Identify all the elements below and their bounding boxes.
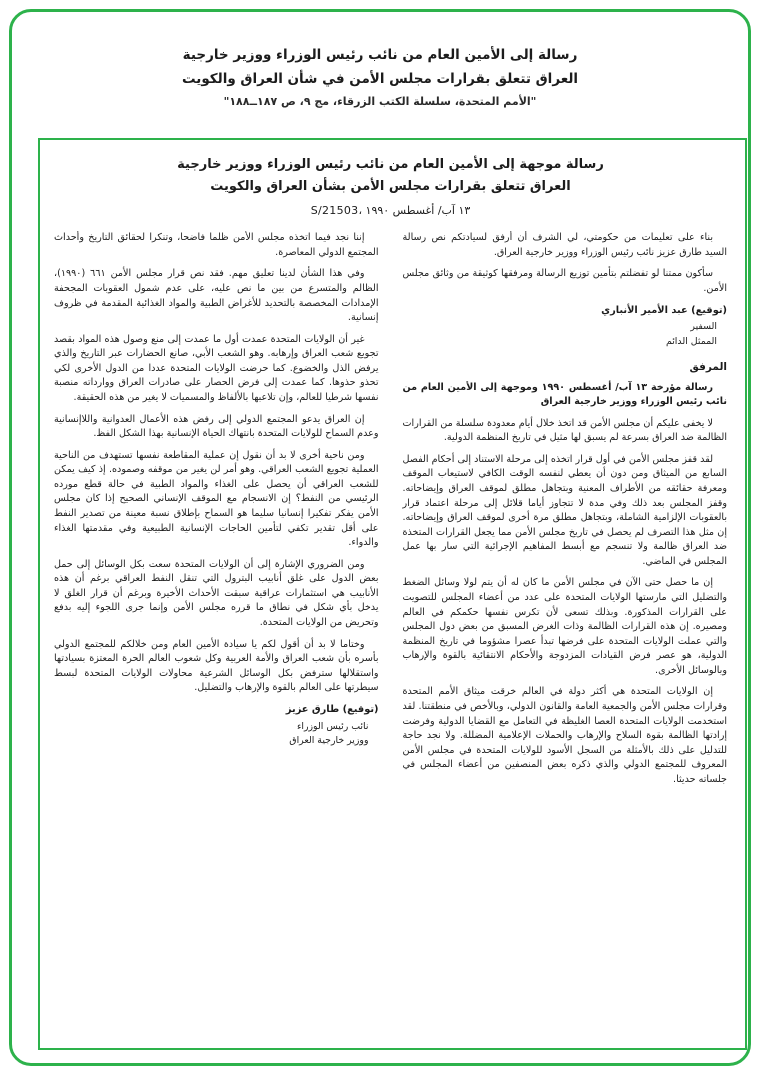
signature-title-2: الممثل الدائم	[665, 335, 717, 347]
right-column	[403, 231, 728, 794]
annex-paragraph-2: لقد قفز مجلس الأمن في أول قرار اتخذه إلى مرحلة الاستناد إلى أحكام الفصل السابع من الميثاق ومن دون أن يعطي لنفسه الوقت الكافي لاستيعاب الموقف ومعرفة حقائقه من الأطراف المعنية وبتجاهل مطلق لموقف العراق وإيضاحاته. وقفز المجلس بعد ذلك وفي مدة لا تتجاوز أياما قلائل إلى مرحلة اعتماد قرار بالعقوبات الإلزامية الشاملة، وبتجاهل مطلق مرة أخرى لموقف العراق وإيضاحاته. إن مثل هذا التصرف لم يحصل في تاريخ مجلس الأمن مما يجعل القرارات المتخذة ضد العراق ظالمة ولا تنسجم مع أبسط المفاهيم الإجرائية التي سار بها عمل المجلس في الماضي.	[402, 453, 727, 567]
document-header	[60, 44, 700, 108]
signature-title-1: السفير	[690, 321, 717, 333]
signature-name: (توقيع) طارق عزيز	[285, 703, 379, 715]
annex-title: رسالة مؤرخة ١٣ آب/ أغسطس ١٩٩٠ وموجهة إلى الأمين العام من نائب رئيس الوزراء ووزير خارجية العراق	[402, 381, 727, 408]
annex-paragraph-9: ومن ناحية أخرى لا بد أن نقول إن عملية المقاطعة نفسها تستهدف من الناحية العملية تجويع الشعب العراقي. وهو أمر لن يغير من موقفه وصموده. إذ كيف يمكن للشعب العراقي أن يحصل على الغذاء والمواد الطبية في حالة قطع مورده الرئيسي من النفط؟ إن الانسجام مع الموقف الإنساني الصحيح إذا كان مجلس الأمن يفكر تفكيرا إنسانيا سليما هو السماح بإطلاق نسبة معينة من تصدير النفط على أقل تقدير تكفي لتأمين الحاجات الإنسانية الطبيعية وفي مقدمتها الغذاء والدواء.	[54, 449, 379, 549]
signature-name: (توقيع) عبد الأمير الأنباري	[601, 304, 727, 316]
annex-paragraph-8: إن العراق يدعو المجتمع الدولي إلى رفض هذه الأعمال العدوانية واللاإنسانية وعدم السماح للولايات المتحدة بانتهاك الحياة الإنسانية بهذا الشكل الفظ.	[54, 413, 379, 440]
annex-paragraph-10: ومن الضروري الإشارة إلى أن الولايات المتحدة سعت بكل الوسائل إلى حمل بعض الدول على غلق أنابيب البترول التي تنقل النفط العراقي برغم أن هذه الأنابيب هي استثمارات عراقية سبقت الأحداث الأخيرة وبرغم أن قرار الغلق لا يدخل بأي شكل في نطاق ما قرره مجلس الأمن وإنما جرى اللجوء إليه بدفع وتحريض من الولايات المتحدة.	[54, 558, 379, 629]
header-source-citation: "الأمم المتحدة، سلسلة الكتب الزرقاء، مج ٩، ص ١٨٧ــ١٨٨"	[223, 95, 537, 109]
letter-title-line1: رسالة موجهة إلى الأمين العام من نائب رئيس الوزراء ووزير خارجية	[177, 157, 604, 172]
annex-heading: المرفق	[689, 360, 727, 373]
letter-title	[54, 154, 727, 198]
header-title-line1: رسالة إلى الأمين العام من نائب رئيس الوزراء ووزير خارجية	[182, 47, 578, 63]
annex-paragraph-4: إن الولايات المتحدة هي أكثر دولة في العالم خرقت ميثاق الأمم المتحدة وقرارات مجلس الأمن والجمعية العامة والقانون الدولي، وبالأخص في منطقتنا. لقد استخدمت الولايات المتحدة العصا الغليظة في التعامل مع القضايا الدولية وفرضت إرادتها الظالمة بقوة السلاح والإرهاب والحملات الإعلامية المضللة. ولا نجد حاجة للتدليل على ذلك بالأمثلة من السجل الأسود للولايات المتحدة في مجلس الأمن المعروف للمجتمع الدولي والذي ذكره بعض المنصفين من أعضاء المجلس في جلساته حديثا.	[402, 686, 727, 785]
signature-title-1: نائب رئيس الوزراء	[296, 720, 369, 732]
annex-paragraph-1: لا يخفى عليكم أن مجلس الأمن قد اتخذ خلال أيام معدودة سلسلة من القرارات الظالمة ضد العراق بسرعة لم يسبق لها مثيل في تاريخ المنظمة الدولية.	[402, 417, 727, 444]
annex-paragraph-3: إن ما حصل حتى الآن في مجلس الأمن ما كان له أن يتم لولا وسائل الضغط والتضليل التي مارستها الولايات المتحدة على عدد من أعضاء المجلس للتصويت على القرارات المذكورة. وبذلك تسعى لأن تكرس نفسها حكمكم في العالم ومصيره. إن هذه القرارات الظالمة وذات الغرض المسبق من بعض دول المجلس والتي عملت الولايات المتحدة على فرضها تبدأ عصرا مشؤوما في تاريخ المنظمة الدولية، هو عصر فرض القيادات المزدوجة والأحكام الانتقائية بالقوة والإرهاب وبالوسائل الأخرى.	[402, 577, 727, 676]
annex-paragraph-5: إننا نجد فيما اتخذه مجلس الأمن ظلما فاضحا، وتنكرا لحقائق التاريخ وأحداث المجتمع الدولي المعاصرة.	[54, 232, 379, 258]
left-column	[54, 231, 379, 759]
annex-paragraph-7: غير أن الولايات المتحدة عمدت أول ما عمدت إلى منع وصول هذه المواد بقصد تجويع شعب العراق وإرهابه. وهو الشعب الأبي، صانع الحضارات عبر التاريخ والذي يرفض الذل والخضوع. كما حرضت الولايات المتحدة عددا من الدول الأخرى لكي تحذو حذوها. كما عمدت إلى فرض الحصار على صادرات العراق ووارداته منصبة نفسها شرطيا للعالم، وإن تلاعبها بالألفاظ والمسميات لا يغير من هذه الحقيقة.	[54, 333, 379, 403]
letter-dateline: S/21503، ١٣ آب/ أغسطس ١٩٩٠	[310, 204, 471, 218]
cover-paragraph-1: بناء على تعليمات من حكومتي، لي الشرف أن أرفق لسيادتكم نص رسالة السيد طارق عزيز نائب رئيس الوزراء ووزير خارجية العراق.	[402, 232, 727, 258]
two-column-body	[54, 231, 727, 1023]
header-title-line2: العراق تتعلق بقرارات مجلس الأمن في شأن العراق والكويت	[181, 70, 579, 87]
letter-title-line2: العراق تتعلق بقرارات مجلس الأمن بشأن العراق والكويت	[210, 179, 571, 195]
cover-paragraph-2: سأكون ممتنا لو تفضلتم بتأمين توزيع الرسالة ومرفقها كوثيقة من وثائق مجلس الأمن.	[402, 268, 727, 294]
minister-signature-block	[54, 703, 379, 749]
annex-paragraph-11: وختاما لا بد أن أقول لكم يا سيادة الأمين العام ومن خلالكم للمجتمع الدولي بأسره بأن شعب العراق والأمة العربية وكل شعوب العالم الحرة المعتزة بسيادتها واستقلالها سترفض بكل الوسائل الشرعية محاولات الولايات المتحدة لبسط سيطرتها على العالم بالقوة والإرهاب والتضليل.	[54, 638, 379, 694]
annex-paragraph-6: وفي هذا الشأن لدينا تعليق مهم. فقد نص قرار مجلس الأمن ٦٦١ (١٩٩٠)، الظالم والمتسرع من بين ما نص عليه، على عدم شمول العقوبات المجحفة الإمدادات المخصصة بالتحديد للأغراض الطبية والمواد الغذائية المقدمة في ظروف إنسانية.	[54, 268, 379, 324]
ambassador-signature-block	[403, 304, 728, 350]
letter-box	[38, 138, 747, 1050]
signature-title-2: ووزير خارجية العراق	[289, 735, 369, 747]
